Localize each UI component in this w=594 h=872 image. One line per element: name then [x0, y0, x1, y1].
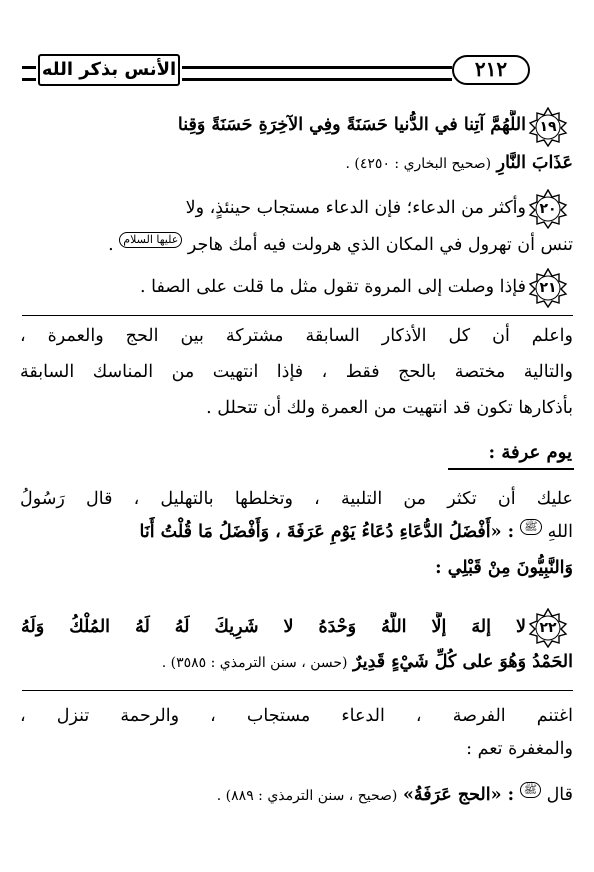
item-19-line1: اللَّهُمَّ آتِنا في الدُّنيا حَسَنَةً وفِي الآخِرَةِ حَسَنَةً وَقِنا	[177, 115, 526, 135]
final-quote: : «الحج عَرَفَةُ»	[402, 785, 515, 805]
item-19-source: (صحيح البخاري : ٤٢٥٠) .	[345, 156, 492, 172]
paragraph-2-start: اللهِ	[547, 522, 573, 542]
paragraph-1-line-2: والتالية مختصة بالحج فقط ، فإذا انتهيت من المناسك السابقة	[20, 362, 573, 382]
item-20-line1: وأكثر من الدعاء؛ فإن الدعاء مستجاب حينئذٍ، ولا	[185, 198, 526, 218]
paragraph-1-line-1: واعلم أن كل الأذكار السابقة مشتركة بين الحج والعمرة ،	[20, 326, 573, 346]
item-number-badge-20	[528, 189, 568, 229]
page-number: ٢١٢	[452, 55, 530, 85]
paragraph-2-line-1: عليك أن تكثر من التلبية ، وتخلطها بالتهليل ، قال رَسُولُ	[20, 489, 573, 509]
item-number-badge-19	[528, 107, 568, 147]
item-22-line1: لا إلهَ إلَّا اللَّهُ وَحْدَهُ لا شَرِيكَ لَهُ لَهُ المُلْكُ وَلَهُ	[21, 617, 526, 637]
paragraph-2-line-3: وَالنَّبِيُّونَ مِنْ قَبْلِي :	[435, 558, 573, 578]
item-number-badge-22	[528, 608, 568, 648]
final-source: (صحيح ، سنن الترمذي : ٨٨٩) .	[216, 788, 398, 804]
item-number: ١٩	[539, 119, 557, 135]
header-rule-middle	[182, 66, 452, 81]
divider	[22, 315, 573, 316]
honorific-mark: ﷺ	[520, 782, 541, 798]
item-20-end: .	[108, 235, 114, 255]
item-19-line2	[20, 148, 573, 179]
section-heading: يوم عرفة :	[448, 438, 574, 470]
honorific-mark: عليها السلام	[119, 232, 182, 248]
item-19-text: عَذَابَ النَّارِ	[496, 153, 573, 173]
item-21-line1: فإذا وصلت إلى المروة تقول مثل ما قلت على الصفا .	[139, 277, 526, 297]
paragraph-3-line-1: اغتنم الفرصة ، الدعاء مستجاب ، والرحمة تنزل ،	[20, 706, 573, 726]
item-number: ٢٠	[539, 201, 557, 217]
paragraph-3-line-2: والمغفرة تعم :	[466, 739, 573, 759]
item-20-line2	[20, 230, 573, 260]
hadith-quote: : «أَفْضَلُ الدُّعَاءِ دُعَاءُ يَوْمِ عَرَفَةَ ، وَأَفْضَلُ مَا قُلْتُ أَنَا	[139, 522, 515, 542]
item-number: ٢١	[539, 280, 557, 296]
item-number-badge-21	[528, 268, 568, 308]
paragraph-1-line-3: بأذكارها تكون قد انتهيت من العمرة ولك أن تتحلل .	[206, 398, 573, 418]
honorific-mark: ﷺ	[520, 519, 541, 535]
final-hadith-line	[20, 780, 573, 811]
item-22-text: الحَمْدُ وَهُوَ على كُلِّ شَيْءٍ قَدِيرٌ	[353, 652, 573, 672]
final-said: قال	[546, 785, 573, 805]
header-rule-left	[22, 66, 36, 81]
book-title: الأنس بذكر الله	[38, 54, 180, 86]
item-22-source: (حسن ، سنن الترمذي : ٣٥٨٥) .	[161, 655, 348, 671]
paragraph-2-line-2	[20, 517, 573, 547]
item-20-text: تنس أن تهرول في المكان الذي هرولت فيه أمك هاجر	[187, 235, 573, 255]
item-22-line2	[20, 647, 573, 678]
page-header	[22, 52, 576, 92]
item-number: ٢٢	[539, 620, 557, 636]
divider	[22, 690, 573, 691]
